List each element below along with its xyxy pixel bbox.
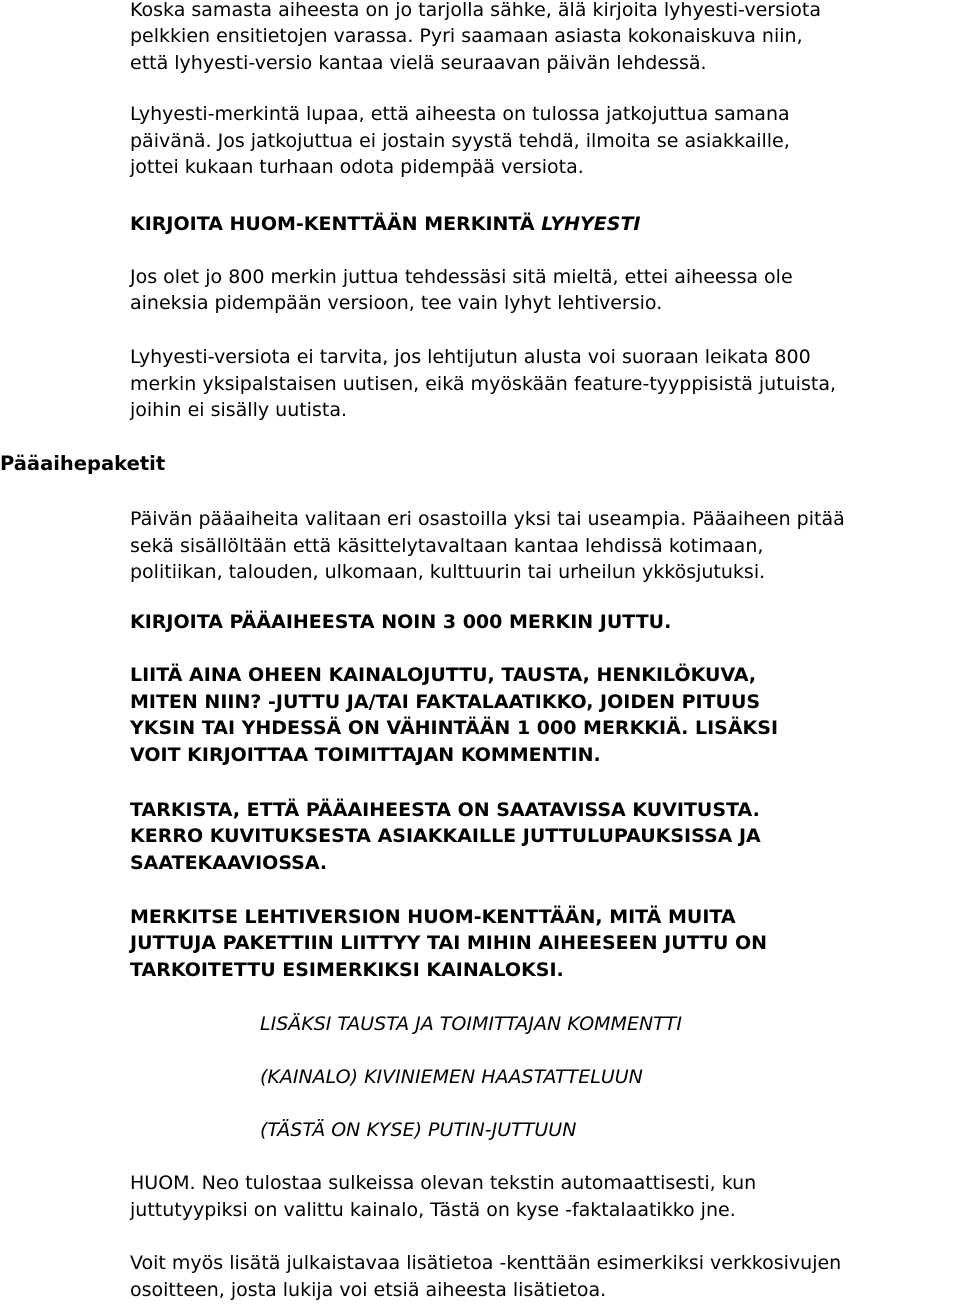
paragraph-6-line-2: sekä sisällöltään että käsittelytavaltaan kantaa lehdissä kotimaan,	[130, 535, 764, 557]
lyhyesti-instruction-text: KIRJOITA HUOM-KENTTÄÄN MERKINTÄ	[130, 213, 542, 235]
paragraph-12-line-1: Voit myös lisätä julkaistavaa lisätietoa -kenttään esimerkiksi verkkosivujen	[130, 1252, 842, 1274]
paragraph-8-line-2: MITEN NIIN? -JUTTU JA/TAI FAKTALAATIKKO, JOIDEN PITUUS	[130, 691, 761, 713]
paragraph-4-line-1: Jos olet jo 800 merkin juttua tehdessäsi sitä mieltä, ettei aiheessa ole	[130, 266, 793, 288]
lyhyesti-keyword: LYHYESTI	[541, 213, 641, 235]
paragraph-7-line-1: KIRJOITA PÄÄAIHEESTA NOIN 3 000 MERKIN JUTTU.	[130, 611, 672, 633]
paragraph-9-line-3: SAATEKAAVIOSSA.	[130, 852, 328, 874]
paragraph-10-line-1: MERKITSE LEHTIVERSION HUOM-KENTTÄÄN, MITÄ MUITA	[130, 906, 736, 928]
paragraph-2-line-3: jottei kukaan turhaan odota pidempää versiota.	[130, 156, 584, 178]
section-heading: Pääaihepaketit	[0, 452, 166, 475]
paragraph-5-line-3: joihin ei sisälly uutista.	[130, 399, 347, 421]
paragraph-1-line-3: että lyhyesti-versio kantaa vielä seuraavan päivän lehdessä.	[130, 52, 707, 74]
lyhyesti-instruction	[130, 211, 640, 237]
example-line-3: (TÄSTÄ ON KYSE) PUTIN-JUTTUUN	[260, 1119, 577, 1141]
paragraph-9-line-1: TARKISTA, ETTÄ PÄÄAIHEESTA ON SAATAVISSA KUVITUSTA.	[130, 799, 760, 821]
paragraph-8-line-4: VOIT KIRJOITTAA TOIMITTAJAN KOMMENTIN.	[130, 744, 601, 766]
paragraph-2-line-2: päivänä. Jos jatkojuttua ei jostain syystä tehdä, ilmoita se asiakkaille,	[130, 130, 790, 152]
paragraph-1-line-1: Koska samasta aiheesta on jo tarjolla sähke, älä kirjoita lyhyesti-versiota	[130, 0, 821, 21]
paragraph-6-line-1: Päivän pääaiheita valitaan eri osastoilla yksi tai useampia. Pääaiheen pitää	[130, 508, 845, 530]
paragraph-11-line-1: HUOM. Neo tulostaa sulkeissa olevan tekstin automaattisesti, kun	[130, 1172, 757, 1194]
paragraph-10-line-3: TARKOITETTU ESIMERKIKSI KAINALOKSI.	[130, 959, 564, 981]
paragraph-5-line-2: merkin yksipalstaisen uutisen, eikä myöskään feature-tyyppisistä jutuista,	[130, 373, 836, 395]
paragraph-1-line-2: pelkkien ensitietojen varassa. Pyri saamaan asiasta kokonaiskuva niin,	[130, 25, 803, 47]
paragraph-8-line-3: YKSIN TAI YHDESSÄ ON VÄHINTÄÄN 1 000 MERKKIÄ. LISÄKSI	[130, 717, 779, 739]
paragraph-5-line-1: Lyhyesti-versiota ei tarvita, jos lehtijutun alusta voi suoraan leikata 800	[130, 346, 811, 368]
example-line-2: (KAINALO) KIVINIEMEN HAASTATTELUUN	[260, 1066, 643, 1088]
paragraph-4-line-2: aineksia pidempään versioon, tee vain lyhyt lehtiversio.	[130, 292, 663, 314]
paragraph-10-line-2: JUTTUJA PAKETTIIN LIITTYY TAI MIHIN AIHEESEEN JUTTU ON	[130, 932, 768, 954]
paragraph-11-line-2: juttutyypiksi on valittu kainalo, Tästä on kyse -faktalaatikko jne.	[130, 1199, 736, 1221]
paragraph-6-line-3: politiikan, talouden, ulkomaan, kulttuurin tai urheilun ykkösjutuksi.	[130, 561, 766, 583]
paragraph-8-line-1: LIITÄ AINA OHEEN KAINALOJUTTU, TAUSTA, HENKILÖKUVA,	[130, 664, 757, 686]
paragraph-2-line-1: Lyhyesti-merkintä lupaa, että aiheesta on tulossa jatkojuttua samana	[130, 103, 790, 125]
paragraph-9-line-2: KERRO KUVITUKSESTA ASIAKKAILLE JUTTULUPAUKSISSA JA	[130, 825, 761, 847]
example-line-1: LISÄKSI TAUSTA JA TOIMITTAJAN KOMMENTTI	[260, 1013, 682, 1035]
paragraph-12-line-2: osoitteen, josta lukija voi etsiä aiheesta lisätietoa.	[130, 1279, 607, 1301]
